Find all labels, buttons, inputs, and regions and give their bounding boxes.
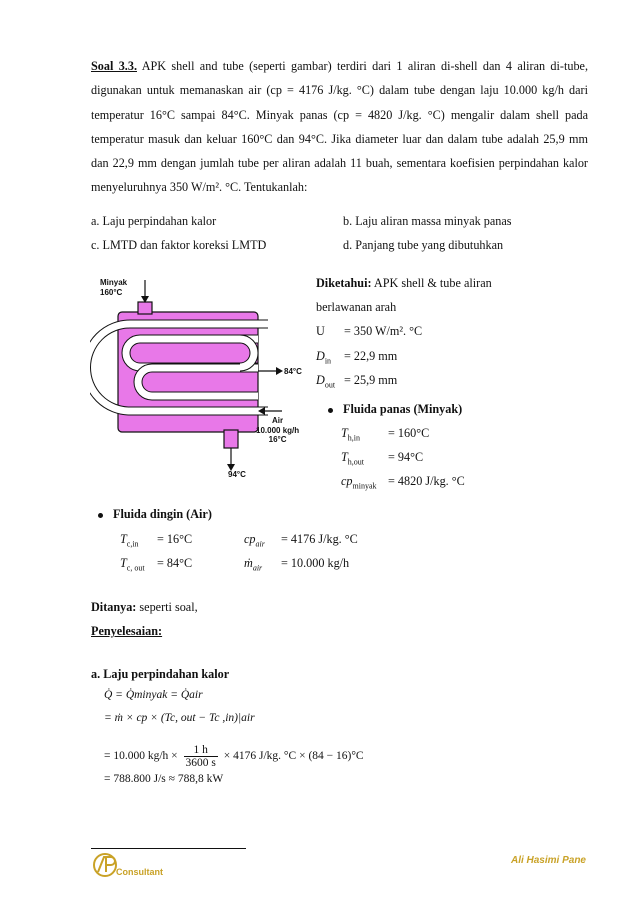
cold-fluid-title: Fluida dingin (Air) bbox=[98, 507, 212, 522]
equation-line-2: = ṁ × cp × (Tc, out − Tc ,in)|air bbox=[104, 712, 255, 724]
figure-oil-in-label: Minyak 160°C bbox=[100, 278, 128, 297]
shell-outlet-nozzle bbox=[224, 430, 238, 448]
question-d: d. Panjang tube yang dibutuhkan bbox=[343, 238, 504, 252]
heat-exchanger-diagram bbox=[90, 272, 315, 487]
question-b: b. Laju aliran massa minyak panas bbox=[343, 214, 512, 228]
figure-water-in-label: Air 10.000 kg/h 16°C bbox=[256, 416, 300, 444]
figure-oil-out-label: 94°C bbox=[228, 470, 246, 479]
shell-inlet-nozzle bbox=[138, 302, 152, 314]
author-name: Ali Hasimi Pane bbox=[510, 855, 586, 866]
problem-text: APK shell and tube (seperti gambar) terdiri dari 1 aliran di-shell dan 4 aliran di-tube, digunakan untuk memanaskan air (cp = 4176 J/kg. °C) dalam tube dengan laju 10.000 kg/h dari temperatur 16°C sampai 84°C. Minyak panas (cp = 4820 J/kg. °C) mengalir dalam shell pada temperatur masuk dan keluar 160°C dan 94°C. Jika diameter luar dan dalam tube adalah 25,9 mm dan 22,9 mm dengan jumlah tube per aliran adalah 11 buah, sementara koefisien perpindahan kalor menyeluruhnya 350 W/m². °C. Tentukanlah: bbox=[91, 59, 588, 195]
hot-cp: $cp_{minyak} = 4820$ J/kg. °C bbox=[341, 474, 465, 491]
bullet-icon bbox=[98, 513, 103, 518]
known-Din: $D_{in} = 22,9$ mm bbox=[316, 349, 398, 366]
equation-line-3: = 10.000 kg/h × $\frac{1 h}{3600 s}$ × 4176 J/kg. °C × (84 − 16)°C bbox=[104, 744, 364, 769]
solution-heading: Penyelesaian: bbox=[91, 624, 163, 638]
cold-Tcin: $T_{c,in} = 16^\circ C$ bbox=[120, 532, 193, 549]
hot-fluid-title: Fluida panas (Minyak) bbox=[328, 402, 462, 417]
known-title: Diketahui: APK shell & tube aliran bbox=[316, 276, 492, 290]
cold-cpair: $cp_{air} = 4176$ J/kg. °C bbox=[244, 532, 358, 549]
bullet-icon bbox=[328, 408, 333, 413]
equation-line-1: Q̇ = Q̇minyak = Q̇air bbox=[104, 689, 203, 701]
problem-paragraph bbox=[91, 54, 588, 200]
known-title-line2: berlawanan arah bbox=[316, 300, 397, 314]
problem-label: Soal 3.3. bbox=[91, 59, 137, 73]
fraction: $\frac{1 h}{3600 s}$ bbox=[185, 744, 216, 769]
consultant-logo-icon bbox=[92, 852, 118, 878]
question-c: c. LMTD dan faktor koreksi LMTD bbox=[91, 238, 267, 252]
logo-text: Consultant bbox=[116, 867, 163, 877]
figure-water-out-label: 84°C bbox=[284, 367, 302, 376]
known-Dout: $D_{out} = 25,9$ mm bbox=[316, 373, 398, 390]
cold-Tcout: $T_{c, out} = 84^\circ C$ bbox=[120, 556, 193, 573]
solution-part-a-title: a. Laju perpindahan kalor bbox=[91, 667, 230, 681]
footer-rule bbox=[91, 848, 246, 849]
cold-mair: ṁ$_{air}$ = 10.000 kg/h bbox=[244, 556, 350, 573]
hot-Thout: $T_{h,out} = 94^\circ C$ bbox=[341, 450, 424, 467]
ditanya: Ditanya: seperti soal, bbox=[91, 600, 198, 614]
known-U: U = 350 W/m². °C bbox=[316, 324, 423, 338]
hot-Thin: $T_{h,in} = 160^\circ C$ bbox=[341, 426, 430, 443]
question-a: a. Laju perpindahan kalor bbox=[91, 214, 217, 228]
equation-line-4: = 788.800 J/s ≈ 788,8 kW bbox=[104, 773, 224, 785]
